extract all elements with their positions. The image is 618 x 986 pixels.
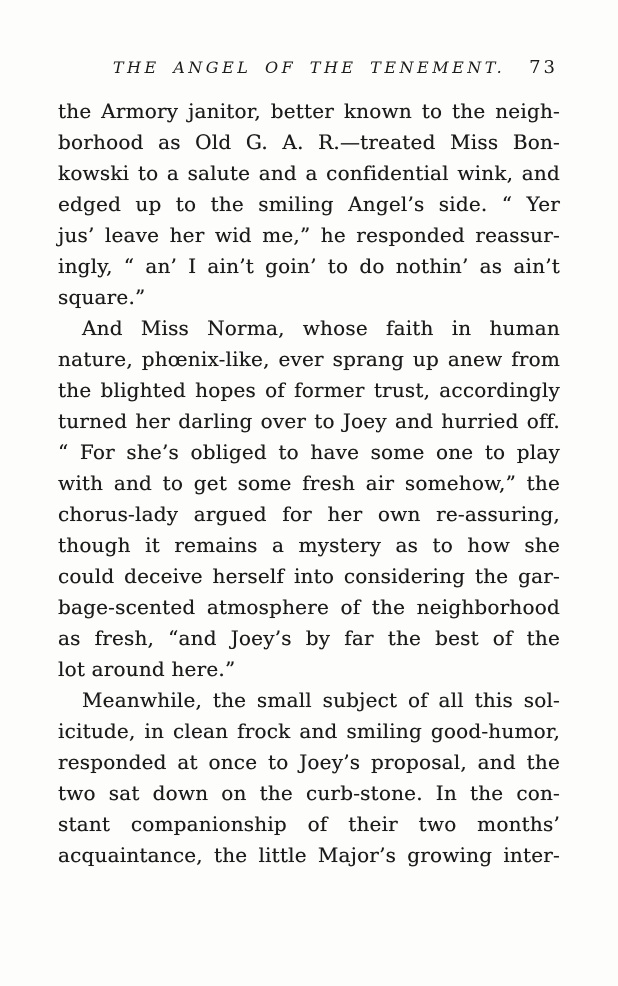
text-line: borhood as Old G. A. R.—treated Miss Bon- (58, 130, 560, 154)
page-text (58, 96, 560, 871)
running-title: THE ANGEL OF THE TENEMENT. (112, 58, 506, 77)
text-line: “ For she’s obliged to have some one to play (58, 440, 560, 464)
text-line: stant companionship of their two months’ (58, 812, 560, 836)
text-line: two sat down on the curb-stone. In the con- (58, 781, 560, 805)
paragraph (58, 313, 560, 685)
text-line: though it remains a mystery as to how she (58, 533, 560, 557)
text-line: edged up to the smiling Angel’s side. “ Yer (58, 192, 560, 216)
text-line: lot around here.” (58, 657, 236, 681)
text-line: the blighted hopes of former trust, accordingly (58, 378, 560, 402)
text-line: as fresh, “and Joey’s by far the best of the (58, 626, 560, 650)
text-line: could deceive herself into considering the gar- (58, 564, 560, 588)
text-line: And Miss Norma, whose faith in human (82, 316, 560, 340)
text-line: icitude, in clean frock and smiling good-humor, (58, 719, 560, 743)
text-line: chorus-lady argued for her own re-assuring, (58, 502, 560, 526)
text-line: kowski to a salute and a confidential wink, and (58, 161, 560, 185)
text-line: nature, phœnix-like, ever sprang up anew from (58, 347, 560, 371)
text-line: Meanwhile, the small subject of all this sol- (82, 688, 560, 712)
page-number: 73 (529, 57, 558, 78)
paragraph (58, 685, 560, 871)
paragraph (58, 96, 560, 313)
text-line: jus’ leave her wid me,” he responded reassur- (58, 223, 560, 247)
text-line: responded at once to Joey’s proposal, and the (58, 750, 560, 774)
text-line: square.” (58, 285, 146, 309)
text-line: with and to get some fresh air somehow,” the (58, 471, 560, 495)
text-line: the Armory janitor, better known to the neigh- (58, 99, 560, 123)
page-header (58, 58, 560, 84)
text-line: bage-scented atmosphere of the neighborhood (58, 595, 560, 619)
text-line: acquaintance, the little Major’s growing inter- (58, 843, 560, 867)
text-line: turned her darling over to Joey and hurried off. (58, 409, 560, 433)
text-line: ingly, “ an’ I ain’t goin’ to do nothin’ as ain’t (58, 254, 560, 278)
